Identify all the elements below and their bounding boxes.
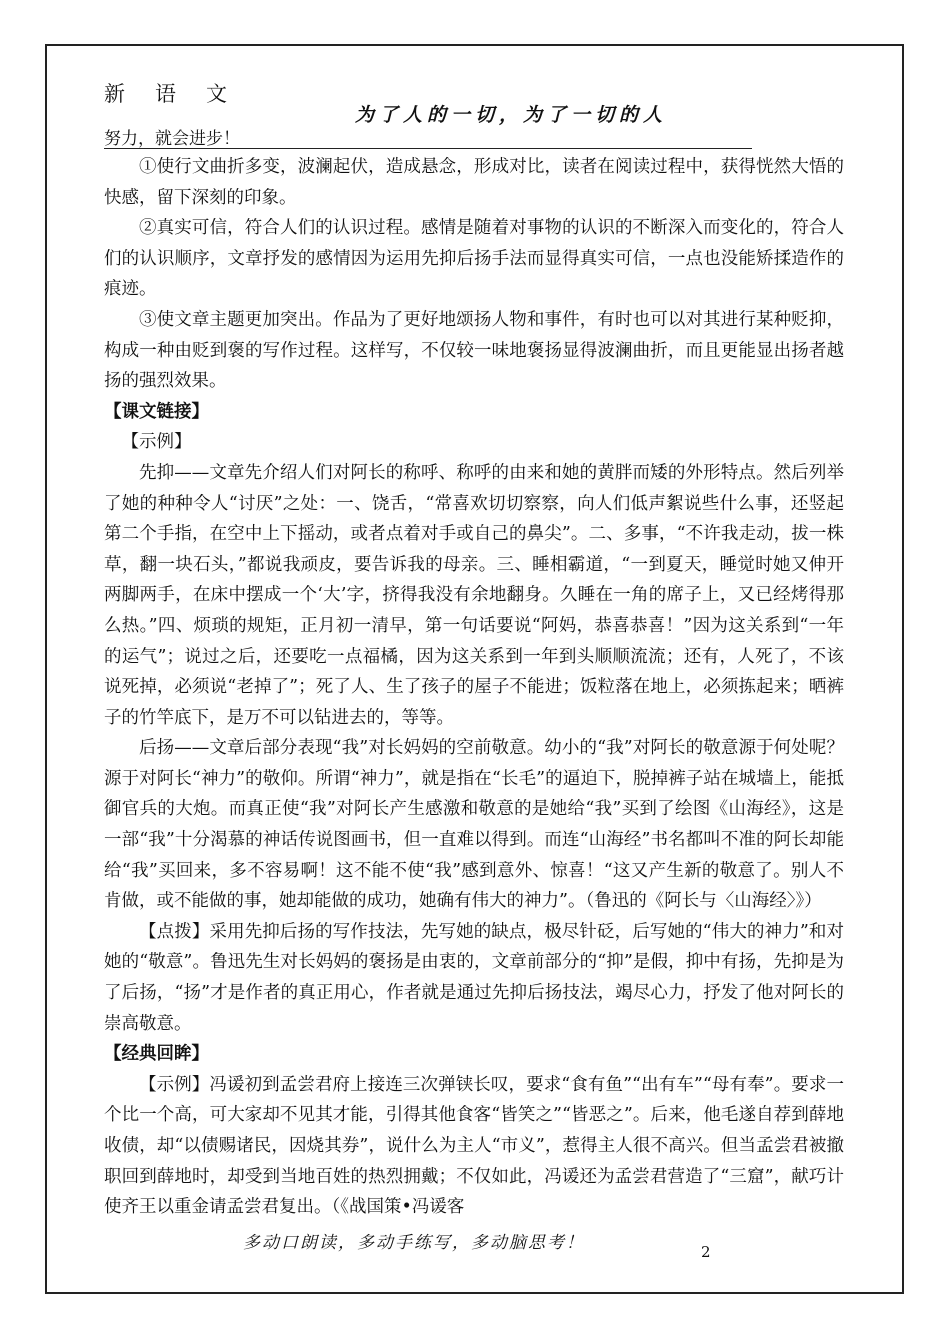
paragraph-praise: 后扬——文章后部分表现“我”对长妈妈的空前敬意。幼小的“我”对阿长的敬意源于何处呢？源于对阿长“神力”的敬仰。所谓“神力”，就是指在“长毛”的逼迫下，脱掉裤子站在城墙上，能抵御官兵的大炮。而真正使“我”对阿长产生感激和敬意的是她给“我”买到了绘图《山海经》，这是一部“我”十分渴慕的神话传说图画书，但一直难以得到。而连“山海经”书名都叫不准的阿长却能给“我”买回来，多不容易啊！这不能不使“我”感到意外、惊喜！“这又产生新的敬意了。别人不肯做，或不能做的事，她却能做的成功，她确有伟大的神力”。（鲁迅的《阿长与〈山海经〉》） — [104, 738, 844, 912]
example-label: 【示例】 — [121, 432, 192, 453]
page-number: 2 — [701, 1243, 711, 1261]
paragraph-effect-2: ②真实可信，符合人们的认识过程。感情是随着对事物的认识的不断深入而变化的，符合人们的认识顺序，文章抒发的感情因为运用先抑后扬手法而显得真实可信，一点也没能矫揉造作的痕迹。 — [104, 218, 844, 300]
paragraph-effect-3: ③使文章主题更加突出。作品为了更好地颂扬人物和事件，有时也可以对其进行某种贬抑，构成一种由贬到褒的写作过程。这样写，不仅较一味地褒扬显得波澜曲折，而且更能显出扬者越扬的强烈效果。 — [104, 309, 844, 392]
header-slogan: 为了人的一切，为了一切的人 — [355, 104, 668, 126]
section-heading-classic: 【经典回眸】 — [104, 1044, 209, 1065]
paragraph-effect-1: ①使行文曲折多变，波澜起伏，造成悬念，形成对比，读者在阅读过程中，获得恍然大悟的快感，留下深刻的印象。 — [104, 157, 844, 208]
header-title: 新语文 — [104, 82, 257, 106]
section-heading-lesson-link: 【课文链接】 — [104, 401, 209, 422]
paragraph-classic-example: 【示例】冯谖初到孟尝君府上接连三次弹铗长叹，要求“食有鱼”“出有车”“母有奉”。要求一个比一个高，可大家却不见其才能，引得其他食客“皆笑之”“皆恶之”。后来，他毛遂自荐到薛地收债，却“以债赐诸民，因烧其券”，说什么为主人“市义”，惹得主人很不高兴。但当孟尝君被撤职回到薛地时，却受到当地百姓的热烈拥戴；不仅如此，冯谖还为孟尝君营造了“三窟”，献巧计使齐王以重金请孟尝君复出。（《战国策•冯谖客 — [104, 1074, 844, 1218]
header-divider — [104, 148, 752, 149]
body-text — [104, 152, 844, 1223]
paragraph-suppress: 先抑——文章先介绍人们对阿长的称呼、称呼的由来和她的黄胖而矮的外形特点。然后列举了她的种种令人“讨厌”之处：一、饶舌，“常喜欢切切察察，向人们低声絮说些什么事，还竖起第二个手指，在空中上下摇动，或者点着对手或自己的鼻尖”。二、多事，“不许我走动，拔一株草，翻一块石头，”都说我顽皮，要告诉我的母亲。三、睡相霸道，“一到夏天，睡觉时她又伸开两脚两手，在床中摆成一个‘大’字，挤得我没有余地翻身。久睡在一角的席子上，又已经烤得那么热。”四、烦琐的规矩，正月初一清早，第一句话要说“阿妈，恭喜恭喜！”因为这关系到“一年的运气”；说过之后，还要吃一点福橘，因为这关系到一年到头顺顺流流；还有，人死了，不该说死掉，必须说“老掉了”；死了人、生了孩子的屋子不能进；饭粒落在地上，必须拣起来；晒裤子的竹竿底下，是万不可以钻进去的，等等。 — [104, 462, 844, 728]
footer-slogan: 多动口朗读，多动手练写，多动脑思考！ — [243, 1233, 585, 1253]
header-motto: 努力，就会进步！ — [104, 129, 240, 149]
paragraph-comment: 【点拨】采用先抑后扬的写作技法，先写她的缺点，极尽针砭，后写她的“伟大的神力”和对她的“敬意”。鲁迅先生对长妈妈的褒扬是由衷的，文章前部分的“抑”是假，抑中有扬，先抑是为了后扬，“扬”才是作者的真正用心，作者就是通过先抑后扬技法，竭尽心力，抒发了他对阿长的崇高敬意。 — [104, 921, 844, 1034]
